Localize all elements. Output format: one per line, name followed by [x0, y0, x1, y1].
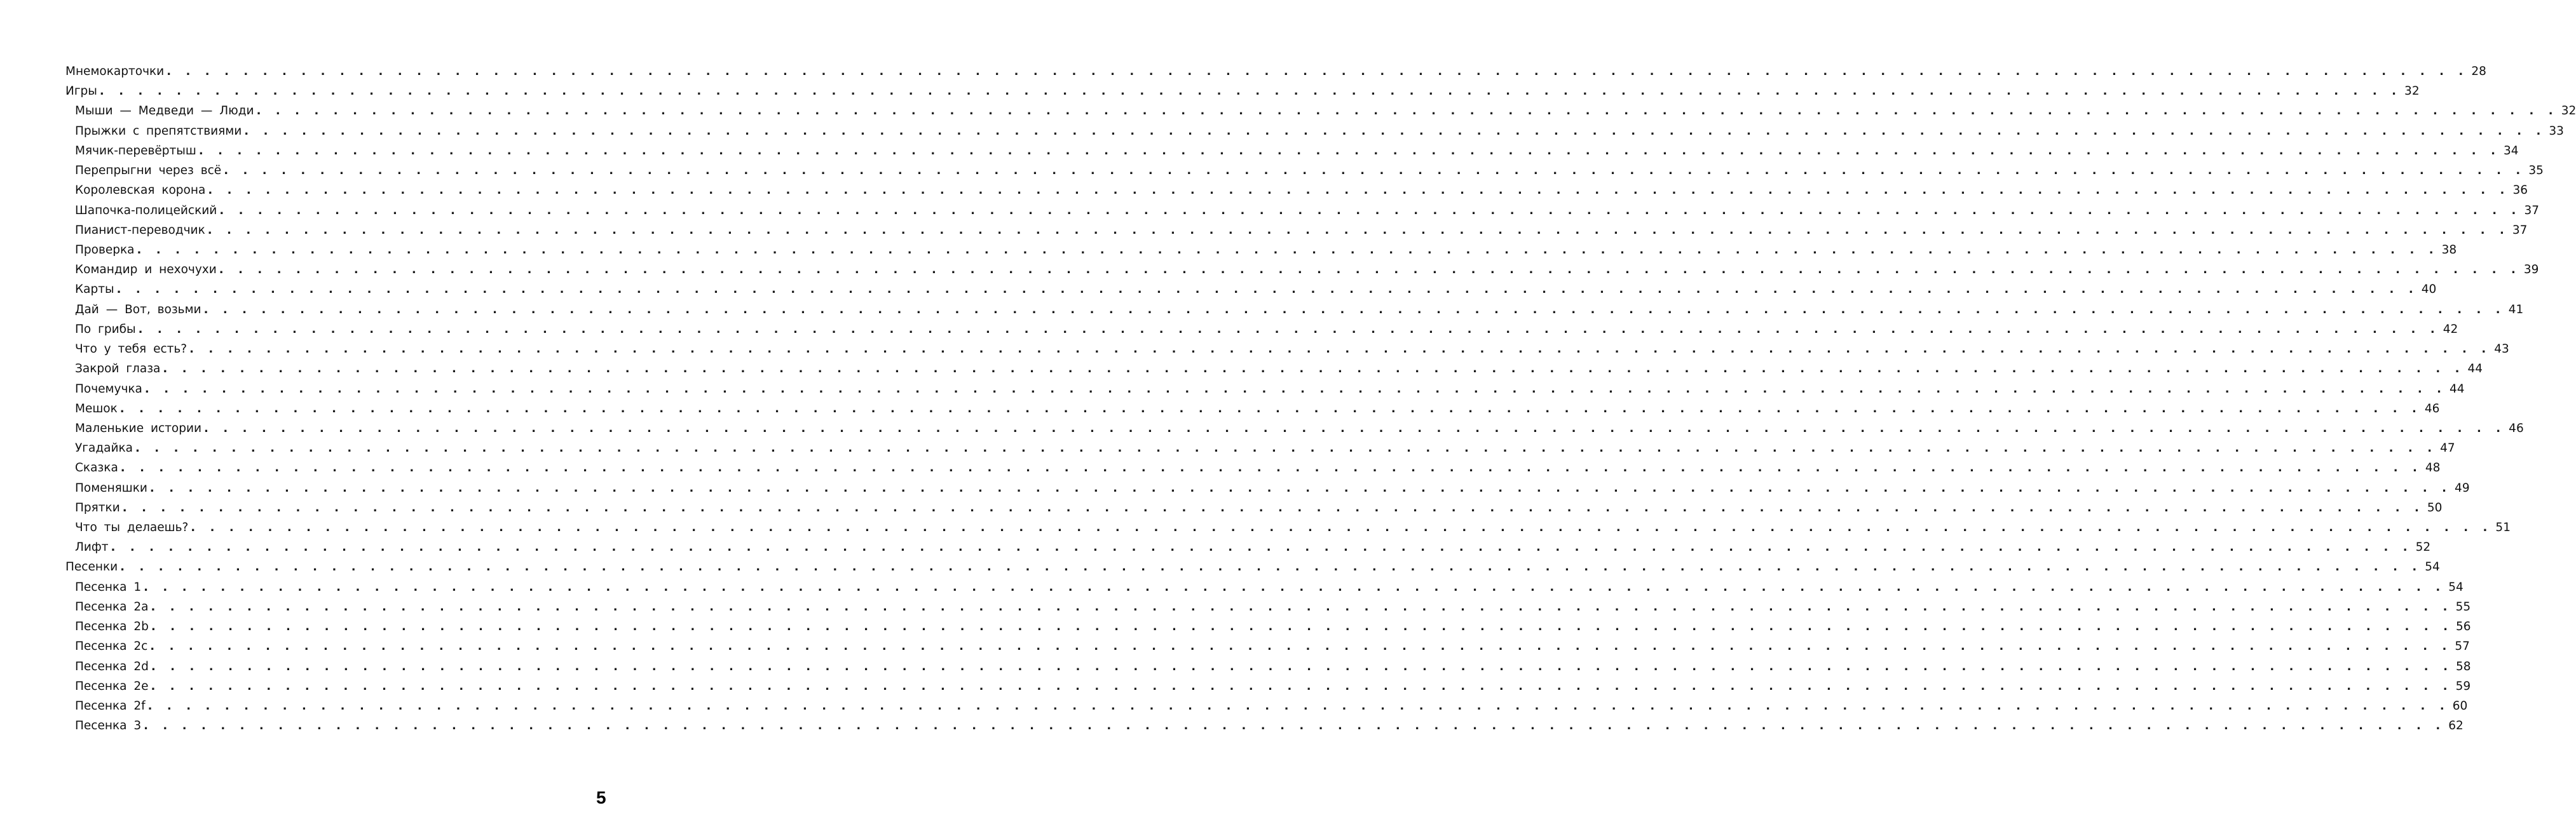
toc-subsection-entry[interactable]	[65, 280, 2437, 299]
toc-entry-page: 37	[2512, 223, 2528, 237]
toc-entry-page: 44	[2450, 382, 2465, 396]
toc-entry-page: 48	[2425, 461, 2441, 475]
dot-leader: . . . . . . . . . . . . . . . . . . . . . . . . . . . . . . . . . . . . . . . . . . . . . . . . . . . . . . . . . . . . . . . . . . . . . . . . . . . . . . . . . . . . . . . . . . . . . . . . . . . . . . . . . . . . . . . . . . . . . . . .	[150, 640, 2452, 654]
dot-leader: . . . . . . . . . . . . . . . . . . . . . . . . . . . . . . . . . . . . . . . . . . . . . . . . . . . . . . . . . . . . . . . . . . . . . . . . . . . . . . . . . . . . . . . . . . . . . . . . . . . . . . . . . . . . . . . . . . . . . . . .	[256, 104, 2559, 118]
dot-leader: . . . . . . . . . . . . . . . . . . . . . . . . . . . . . . . . . . . . . . . . . . . . . . . . . . . . . . . . . . . . . . . . . . . . . . . . . . . . . . . . . . . . . . . . . . . . . . . . . . . . . . . . . . . . . . . . . . . . . . . .	[120, 461, 2423, 475]
toc-subsection-entry[interactable]	[65, 180, 2528, 200]
toc-subsection-entry[interactable]	[65, 577, 2464, 597]
toc-entry-title: Проверка	[75, 240, 137, 260]
toc-entry-title: Угадайка	[75, 438, 135, 458]
toc-entry-page: 33	[2549, 124, 2564, 138]
toc-entry-page: 56	[2455, 620, 2471, 634]
toc-entry-page: 50	[2427, 501, 2443, 515]
toc-entry-title: Что у тебя есть?	[75, 339, 189, 359]
dot-leader: . . . . . . . . . . . . . . . . . . . . . . . . . . . . . . . . . . . . . . . . . . . . . . . . . . . . . . . . . . . . . . . . . . . . . . . . . . . . . . . . . . . . . . . . . . . . . . . . . . . . . . . . . . . . . . . . . . . . . . . .	[219, 263, 2521, 277]
toc-entry-page: 32	[2404, 84, 2420, 98]
dot-leader: . . . . . . . . . . . . . . . . . . . . . . . . . . . . . . . . . . . . . . . . . . . . . . . . . . . . . . . . . . . . . . . . . . . . . . . . . . . . . . . . . . . . . . . . . . . . . . . . . . . . . . . . . . . . . . . . . . . . . . . .	[244, 124, 2546, 138]
toc-subsection-entry[interactable]	[65, 458, 2441, 478]
toc-subsection-entry[interactable]	[65, 260, 2539, 280]
toc-entry-page: 46	[2424, 401, 2440, 415]
dot-leader: . . . . . . . . . . . . . . . . . . . . . . . . . . . . . . . . . . . . . . . . . . . . . . . . . . . . . . . . . . . . . . . . . . . . . . . . . . . . . . . . . . . . . . . . . . . . . . . . . . . . . . . . . . . . . . . . . . . . . . . .	[204, 421, 2506, 435]
dot-leader: . . . . . . . . . . . . . . . . . . . . . . . . . . . . . . . . . . . . . . . . . . . . . . . . . . . . . . . . . . . . . . . . . . . . . . . . . . . . . . . . . . . . . . . . . . . . . . . . . . . . . . . . . . . . . . . . . . . . . . . .	[149, 481, 2452, 495]
toc-entry-page: 35	[2528, 164, 2544, 178]
dot-leader: . . . . . . . . . . . . . . . . . . . . . . . . . . . . . . . . . . . . . . . . . . . . . . . . . . . . . . . . . . . . . . . . . . . . . . . . . . . . . . . . . . . . . . . . . . . . . . . . . . . . . . . . . . . . . . . . . . . . . . . .	[99, 84, 2402, 98]
toc-subsection-entry[interactable]	[65, 478, 2470, 498]
dot-leader: . . . . . . . . . . . . . . . . . . . . . . . . . . . . . . . . . . . . . . . . . . . . . . . . . . . . . . . . . . . . . . . . . . . . . . . . . . . . . . . . . . . . . . . . . . . . . . . . . . . . . . . . . . . . . . . . . . . . . . . .	[138, 322, 2441, 336]
toc-entry-title: Песенка 2d	[75, 657, 151, 677]
toc-entry-title: Командир и нехочухи	[75, 260, 219, 280]
toc-subsection-entry[interactable]	[65, 419, 2524, 438]
toc-subsection-entry[interactable]	[65, 201, 2539, 220]
toc-entry-title: Маленькие истории	[75, 419, 204, 438]
toc-entry-page: 54	[2448, 580, 2464, 594]
toc-subsection-entry[interactable]	[65, 637, 2470, 656]
toc-entry-title: По грибы	[75, 320, 139, 339]
toc-entry-page: 59	[2455, 679, 2471, 693]
toc-entry-page: 47	[2440, 441, 2455, 455]
toc-entry-page: 58	[2455, 659, 2471, 673]
toc-entry-title: Пианист-переводчик	[75, 220, 208, 240]
toc-subsection-entry[interactable]	[65, 101, 2576, 121]
dot-leader: . . . . . . . . . . . . . . . . . . . . . . . . . . . . . . . . . . . . . . . . . . . . . . . . . . . . . . . . . . . . . . . . . . . . . . . . . . . . . . . . . . . . . . . . . . . . . . . . . . . . . . . . . . . . . . . . . . . . . . . .	[151, 600, 2453, 614]
toc-entry-page: 34	[2503, 144, 2519, 158]
toc-entry-title: Песенка 2b	[75, 617, 151, 637]
toc-subsection-entry[interactable]	[65, 399, 2440, 419]
toc-subsection-entry[interactable]	[65, 716, 2464, 736]
toc-subsection-entry[interactable]	[65, 518, 2511, 537]
toc-entry-page: 40	[2421, 283, 2437, 297]
toc-entry-title: Сказка	[75, 458, 121, 478]
toc-subsection-entry[interactable]	[65, 438, 2455, 458]
toc-entry-title: Карты	[75, 280, 117, 299]
dot-leader: . . . . . . . . . . . . . . . . . . . . . . . . . . . . . . . . . . . . . . . . . . . . . . . . . . . . . . . . . . . . . . . . . . . . . . . . . . . . . . . . . . . . . . . . . . . . . . . . . . . . . . . . . . . . . . . . . . . . . . . .	[144, 719, 2446, 733]
toc-entry-page: 42	[2443, 322, 2458, 336]
toc-entry-page: 52	[2415, 541, 2431, 555]
toc-subsection-entry[interactable]	[65, 537, 2431, 557]
toc-subsection-entry[interactable]	[65, 121, 2564, 141]
toc-entry-page: 49	[2455, 481, 2470, 495]
toc-entry-page: 37	[2524, 203, 2539, 217]
toc-entry-page: 39	[2523, 263, 2539, 277]
dot-leader: . . . . . . . . . . . . . . . . . . . . . . . . . . . . . . . . . . . . . . . . . . . . . . . . . . . . . . . . . . . . . . . . . . . . . . . . . . . . . . . . . . . . . . . . . . . . . . . . . . . . . . . . . . . . . . . . . . . . . . . .	[116, 283, 2419, 297]
toc-section-entry[interactable]	[65, 81, 2420, 101]
dot-leader: . . . . . . . . . . . . . . . . . . . . . . . . . . . . . . . . . . . . . . . . . . . . . . . . . . . . . . . . . . . . . . . . . . . . . . . . . . . . . . . . . . . . . . . . . . . . . . . . . . . . . . . . . . . . . . . . . . . . . . . .	[151, 679, 2453, 693]
toc-entry-title: Песенка 2с	[75, 637, 150, 656]
toc-entry-title: Песенка 2а	[75, 597, 151, 617]
dot-leader: . . . . . . . . . . . . . . . . . . . . . . . . . . . . . . . . . . . . . . . . . . . . . . . . . . . . . . . . . . . . . . . . . . . . . . . . . . . . . . . . . . . . . . . . . . . . . . . . . . . . . . . . . . . . . . . . . . . . . . . .	[198, 144, 2501, 158]
toc-subsection-entry[interactable]	[65, 677, 2471, 696]
dot-leader: . . . . . . . . . . . . . . . . . . . . . . . . . . . . . . . . . . . . . . . . . . . . . . . . . . . . . . . . . . . . . . . . . . . . . . . . . . . . . . . . . . . . . . . . . . . . . . . . . . . . . . . . . . . . . . . . . . . . . . . .	[122, 501, 2425, 515]
toc-entry-page: 57	[2455, 640, 2470, 654]
toc-entry-title: Мячик-перевёртыш	[75, 141, 199, 161]
toc-entry-page: 46	[2509, 421, 2524, 435]
toc-entry-title: Закрой глаза	[75, 359, 163, 379]
toc-subsection-entry[interactable]	[65, 300, 2524, 320]
toc-entry-page: 51	[2495, 521, 2511, 535]
toc-entry-page: 28	[2471, 65, 2486, 78]
toc-subsection-entry[interactable]	[65, 320, 2458, 339]
toc-entry-title: Королевская корона	[75, 180, 208, 200]
toc-entry-title: Почемучка	[75, 379, 145, 399]
toc-entry-page: 62	[2448, 719, 2464, 733]
toc-entry-page: 36	[2512, 184, 2528, 198]
toc-entry-page: 38	[2441, 243, 2457, 257]
toc-entry-title: Шапочка-полицейский	[75, 201, 219, 220]
dot-leader: . . . . . . . . . . . . . . . . . . . . . . . . . . . . . . . . . . . . . . . . . . . . . . . . . . . . . . . . . . . . . . . . . . . . . . . . . . . . . . . . . . . . . . . . . . . . . . . . . . . . . . . . . . . . . . . . . . . . . . . .	[120, 560, 2422, 574]
toc-subsection-entry[interactable]	[65, 696, 2468, 716]
toc-subsection-entry[interactable]	[65, 379, 2465, 399]
toc-entry-title: Поменяшки	[75, 478, 150, 498]
toc-entry-title: Перепрыгни через всё	[75, 161, 224, 180]
toc-subsection-entry[interactable]	[65, 220, 2528, 240]
toc-entry-title: Мнемокарточки	[65, 62, 167, 81]
toc-entry-title: Песенка 2f	[75, 696, 148, 716]
dot-leader: . . . . . . . . . . . . . . . . . . . . . . . . . . . . . . . . . . . . . . . . . . . . . . . . . . . . . . . . . . . . . . . . . . . . . . . . . . . . . . . . . . . . . . . . . . . . . . . . . . . . . . . . . . . . . . . . . . . . . . . .	[224, 164, 2526, 178]
dot-leader: . . . . . . . . . . . . . . . . . . . . . . . . . . . . . . . . . . . . . . . . . . . . . . . . . . . . . . . . . . . . . . . . . . . . . . . . . . . . . . . . . . . . . . . . . . . . . . . . . . . . . . . . . . . . . . . . . . . . . . . .	[137, 243, 2439, 257]
dot-leader: . . . . . . . . . . . . . . . . . . . . . . . . . . . . . . . . . . . . . . . . . . . . . . . . . . . . . . . . . . . . . . . . . . . . . . . . . . . . . . . . . . . . . . . . . . . . . . . . . . . . . . . . . . . . . . . . . . . . . . . .	[151, 620, 2453, 634]
toc-subsection-entry[interactable]	[65, 240, 2457, 260]
toc-entry-title: Что ты делаешь?	[75, 518, 191, 537]
dot-leader: . . . . . . . . . . . . . . . . . . . . . . . . . . . . . . . . . . . . . . . . . . . . . . . . . . . . . . . . . . . . . . . . . . . . . . . . . . . . . . . . . . . . . . . . . . . . . . . . . . . . . . . . . . . . . . . . . . . . . . . .	[135, 441, 2437, 455]
toc-subsection-entry[interactable]	[65, 597, 2471, 617]
toc-section-entry[interactable]	[65, 62, 2486, 81]
toc-subsection-entry[interactable]	[65, 498, 2443, 518]
toc-entry-page: 41	[2508, 302, 2524, 316]
toc-entry-title: Песенка 1	[75, 577, 144, 597]
toc-subsection-entry[interactable]	[65, 161, 2544, 180]
table-of-contents	[65, 62, 2576, 736]
toc-entry-title: Прыжки с препятствиями	[75, 121, 244, 141]
dot-leader: . . . . . . . . . . . . . . . . . . . . . . . . . . . . . . . . . . . . . . . . . . . . . . . . . . . . . . . . . . . . . . . . . . . . . . . . . . . . . . . . . . . . . . . . . . . . . . . . . . . . . . . . . . . . . . . . . . . . . . . .	[219, 203, 2521, 217]
dot-leader: . . . . . . . . . . . . . . . . . . . . . . . . . . . . . . . . . . . . . . . . . . . . . . . . . . . . . . . . . . . . . . . . . . . . . . . . . . . . . . . . . . . . . . . . . . . . . . . . . . . . . . . . . . . . . . . . . . . . . . . .	[207, 223, 2510, 237]
toc-entry-title: Прятки	[75, 498, 123, 518]
toc-entry-page: 43	[2494, 342, 2509, 356]
dot-leader: . . . . . . . . . . . . . . . . . . . . . . . . . . . . . . . . . . . . . . . . . . . . . . . . . . . . . . . . . . . . . . . . . . . . . . . . . . . . . . . . . . . . . . . . . . . . . . . . . . . . . . . . . . . . . . . . . . . . . . . .	[203, 302, 2506, 316]
dot-leader: . . . . . . . . . . . . . . . . . . . . . . . . . . . . . . . . . . . . . . . . . . . . . . . . . . . . . . . . . . . . . . . . . . . . . . . . . . . . . . . . . . . . . . . . . . . . . . . . . . . . . . . . . . . . . . . . . . . . . . . .	[144, 580, 2446, 594]
dot-leader: . . . . . . . . . . . . . . . . . . . . . . . . . . . . . . . . . . . . . . . . . . . . . . . . . . . . . . . . . . . . . . . . . . . . . . . . . . . . . . . . . . . . . . . . . . . . . . . . . . . . . . . . . . . . . . . . . . . . . . . .	[191, 521, 2493, 535]
toc-subsection-entry[interactable]	[65, 617, 2471, 637]
toc-entry-title: Песенка 3	[75, 716, 144, 736]
toc-section-entry[interactable]	[65, 557, 2440, 577]
toc-entry-title: Мешок	[75, 399, 120, 419]
dot-leader: . . . . . . . . . . . . . . . . . . . . . . . . . . . . . . . . . . . . . . . . . . . . . . . . . . . . . . . . . . . . . . . . . . . . . . . . . . . . . . . . . . . . . . . . . . . . . . . . . . . . . . . . . . . . . . . . . . . . . . . .	[111, 541, 2413, 555]
dot-leader: . . . . . . . . . . . . . . . . . . . . . . . . . . . . . . . . . . . . . . . . . . . . . . . . . . . . . . . . . . . . . . . . . . . . . . . . . . . . . . . . . . . . . . . . . . . . . . . . . . . . . . . . . . . . . . . . . . . . . . . .	[151, 659, 2453, 673]
dot-leader: . . . . . . . . . . . . . . . . . . . . . . . . . . . . . . . . . . . . . . . . . . . . . . . . . . . . . . . . . . . . . . . . . . . . . . . . . . . . . . . . . . . . . . . . . . . . . . . . . . . . . . . . . . . . . . . . . . . . . . . .	[167, 65, 2469, 78]
toc-subsection-entry[interactable]	[65, 359, 2483, 379]
page-number: 5	[596, 788, 606, 807]
dot-leader: . . . . . . . . . . . . . . . . . . . . . . . . . . . . . . . . . . . . . . . . . . . . . . . . . . . . . . . . . . . . . . . . . . . . . . . . . . . . . . . . . . . . . . . . . . . . . . . . . . . . . . . . . . . . . . . . . . . . . . . .	[119, 401, 2422, 415]
dot-leader: . . . . . . . . . . . . . . . . . . . . . . . . . . . . . . . . . . . . . . . . . . . . . . . . . . . . . . . . . . . . . . . . . . . . . . . . . . . . . . . . . . . . . . . . . . . . . . . . . . . . . . . . . . . . . . . . . . . . . . . .	[208, 184, 2510, 198]
toc-entry-title: Мыши — Медведи — Люди	[75, 101, 257, 121]
dot-leader: . . . . . . . . . . . . . . . . . . . . . . . . . . . . . . . . . . . . . . . . . . . . . . . . . . . . . . . . . . . . . . . . . . . . . . . . . . . . . . . . . . . . . . . . . . . . . . . . . . . . . . . . . . . . . . . . . . . . . . . .	[163, 362, 2465, 376]
toc-entry-page: 44	[2467, 362, 2483, 376]
dot-leader: . . . . . . . . . . . . . . . . . . . . . . . . . . . . . . . . . . . . . . . . . . . . . . . . . . . . . . . . . . . . . . . . . . . . . . . . . . . . . . . . . . . . . . . . . . . . . . . . . . . . . . . . . . . . . . . . . . . . . . . .	[144, 382, 2447, 396]
toc-subsection-entry[interactable]	[65, 657, 2471, 677]
toc-entry-page: 60	[2452, 699, 2468, 713]
toc-entry-page: 54	[2425, 560, 2440, 574]
toc-entry-page: 55	[2455, 600, 2471, 614]
toc-entry-title: Песенки	[65, 557, 120, 577]
toc-entry-title: Песенка 2е	[75, 677, 151, 696]
toc-subsection-entry[interactable]	[65, 339, 2509, 359]
toc-subsection-entry[interactable]	[65, 141, 2519, 161]
toc-entry-page: 32	[2561, 104, 2576, 118]
toc-entry-title: Дай — Вот, возьми	[75, 300, 204, 320]
toc-entry-title: Лифт	[75, 537, 111, 557]
toc-entry-title: Игры	[65, 81, 100, 101]
dot-leader: . . . . . . . . . . . . . . . . . . . . . . . . . . . . . . . . . . . . . . . . . . . . . . . . . . . . . . . . . . . . . . . . . . . . . . . . . . . . . . . . . . . . . . . . . . . . . . . . . . . . . . . . . . . . . . . . . . . . . . . .	[189, 342, 2491, 356]
dot-leader: . . . . . . . . . . . . . . . . . . . . . . . . . . . . . . . . . . . . . . . . . . . . . . . . . . . . . . . . . . . . . . . . . . . . . . . . . . . . . . . . . . . . . . . . . . . . . . . . . . . . . . . . . . . . . . . . . . . . . . . .	[147, 699, 2450, 713]
